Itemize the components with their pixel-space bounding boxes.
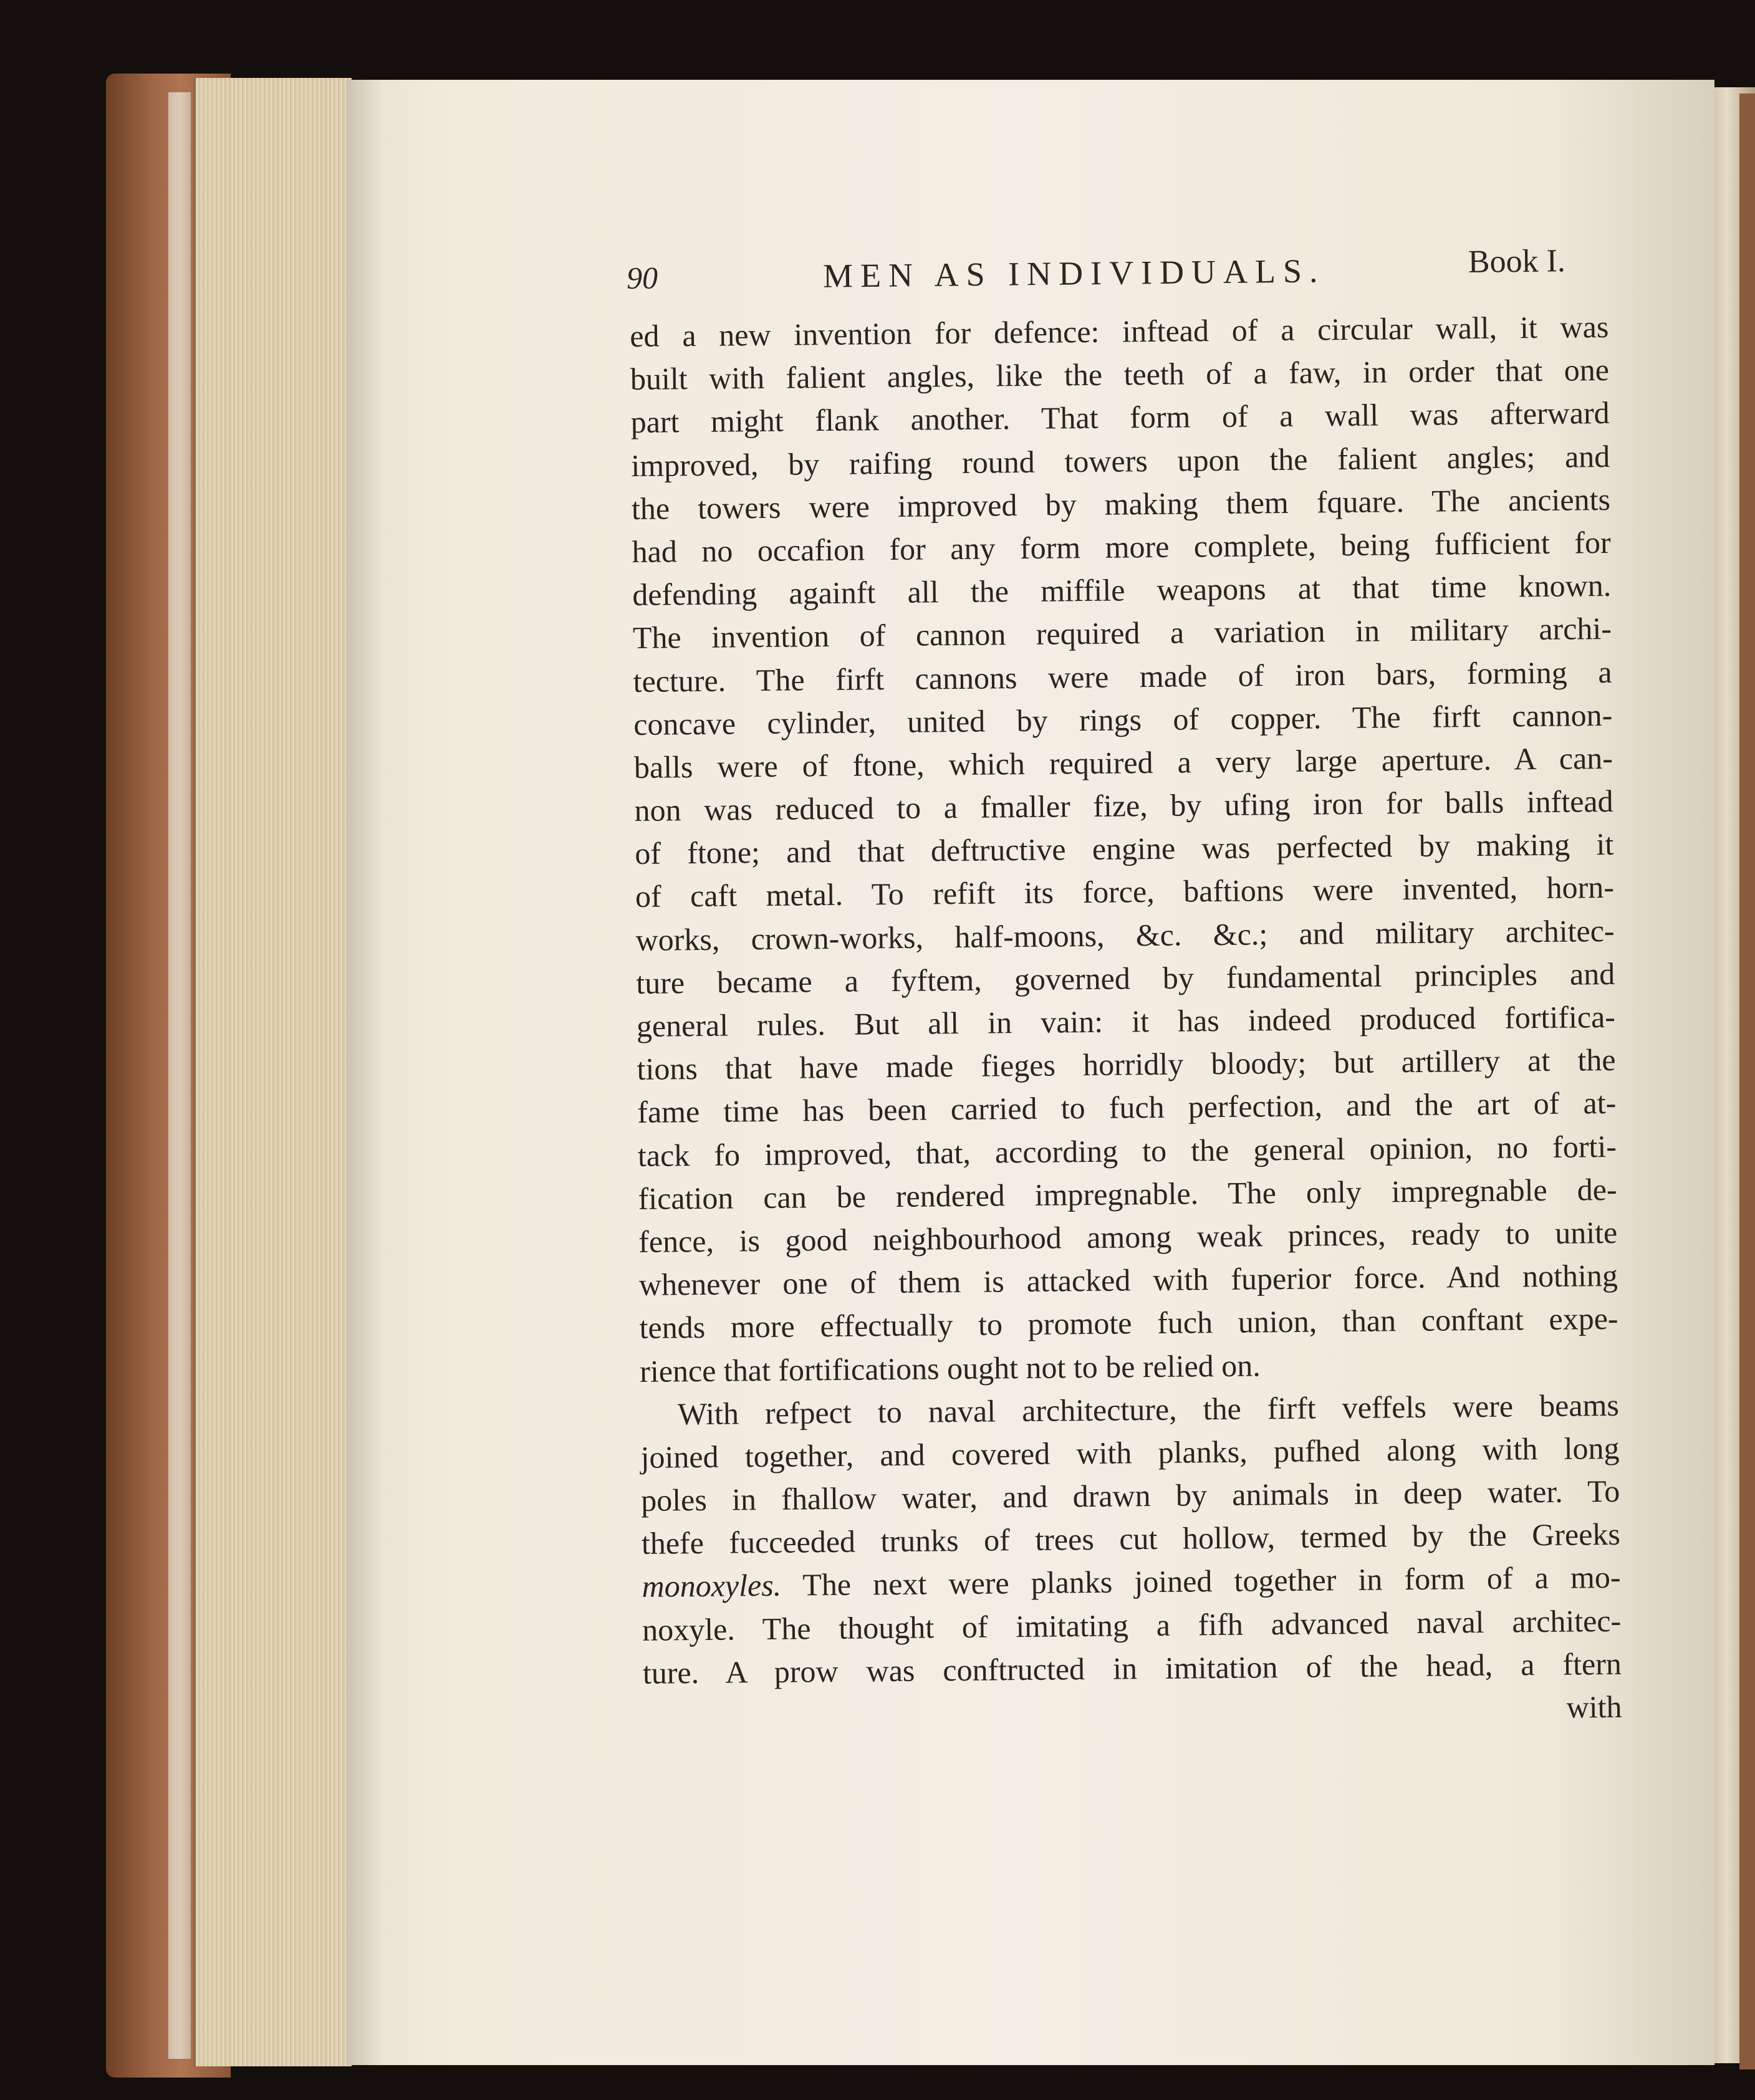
page-edges — [193, 78, 352, 2066]
running-title: MEN AS INDIVIDUALS. — [822, 252, 1325, 295]
text-line: noxyle. The thought of imitating a fifh advanced naval architec- — [642, 1603, 1622, 1647]
text-line: works, crown-works, half-moons, &c. &c.; and military architec- — [635, 913, 1615, 957]
text-line: of caft metal. To refift its force, baftions were invented, horn- — [635, 870, 1615, 914]
text-line-rest: The next were planks joined together in form of a mo- — [781, 1560, 1621, 1603]
text-line: improved, by raifing round towers upon the falient angles; and — [631, 438, 1610, 483]
book-marker: Book I. — [1468, 243, 1566, 280]
text-line: joined together, and covered with planks, pufhed along with long — [640, 1430, 1620, 1475]
text-line: tends more effectually to promote fuch union, than conftant expe- — [639, 1301, 1618, 1346]
page-number: 90 — [626, 260, 658, 295]
text-line: concave cylinder, united by rings of copper. The firft cannon- — [633, 697, 1613, 742]
text-line: ture. A prow was conftructed in imitation of the head, a ftern — [642, 1646, 1622, 1690]
italic-term: monoxyles. — [642, 1568, 782, 1604]
text-line: fence, is good neighbourhood among weak princes, ready to unite — [638, 1214, 1618, 1259]
text-line: tions that have made fieges horridly bloody; but artillery at the — [637, 1042, 1616, 1087]
text-line: general rules. But all in vain: it has indeed produced fortifica- — [636, 999, 1616, 1043]
body-text — [630, 305, 1622, 1738]
book-cover-right — [1739, 93, 1755, 2069]
text-line: fame time has been carried to fuch perfection, and the art of at- — [637, 1085, 1617, 1130]
running-head — [627, 236, 1587, 302]
catchword: with — [1566, 1689, 1622, 1725]
text-line: tack fo improved, that, according to the general opinion, no forti- — [637, 1128, 1617, 1173]
text-line: tecture. The firft cannons were made of iron bars, forming a — [633, 654, 1612, 699]
text-line: had no occafion for any form more complete, being fufficient for — [632, 524, 1611, 569]
text-line: poles in fhallow water, and drawn by animals in deep water. To — [640, 1473, 1620, 1518]
gutter-shadow — [346, 80, 383, 2065]
text-line: ed a new invention for defence: inftead of a circular wall, it was — [630, 309, 1609, 353]
text-line: non was reduced to a fmaller fize, by ufing iron for balls inftead — [634, 783, 1613, 828]
text-line: defending againft all the miffile weapons at that time known. — [632, 568, 1612, 613]
paragraph-start-line: With refpect to naval architecture, the firft veffels were beams — [677, 1387, 1620, 1432]
text-line: the towers were improved by making them fquare. The ancients — [631, 481, 1611, 526]
text-line: built with falient angles, like the teeth of a faw, in order that one — [630, 352, 1610, 397]
text-line: balls were of ftone, which required a very large aperture. A can- — [633, 740, 1613, 785]
text-line: of ftone; and that deftructive engine was perfected by making it — [635, 827, 1614, 871]
text-line: part might flank another. That form of a wall was afterward — [630, 395, 1610, 440]
text-line: whenever one of them is attacked with fuperior force. And nothing — [638, 1257, 1618, 1303]
text-line: ture became a fyftem, governed by fundamental principles and — [636, 956, 1615, 1000]
text-line: The invention of cannon required a variation in military archi- — [632, 611, 1612, 656]
text-line: rience that fortifications ought not to be relied on. — [639, 1347, 1261, 1389]
text-line: thefe fucceeded trunks of trees cut hollow, termed by the Greeks — [641, 1517, 1621, 1561]
text-line: fication can be rendered impregnable. The only impregnable de- — [638, 1171, 1617, 1216]
